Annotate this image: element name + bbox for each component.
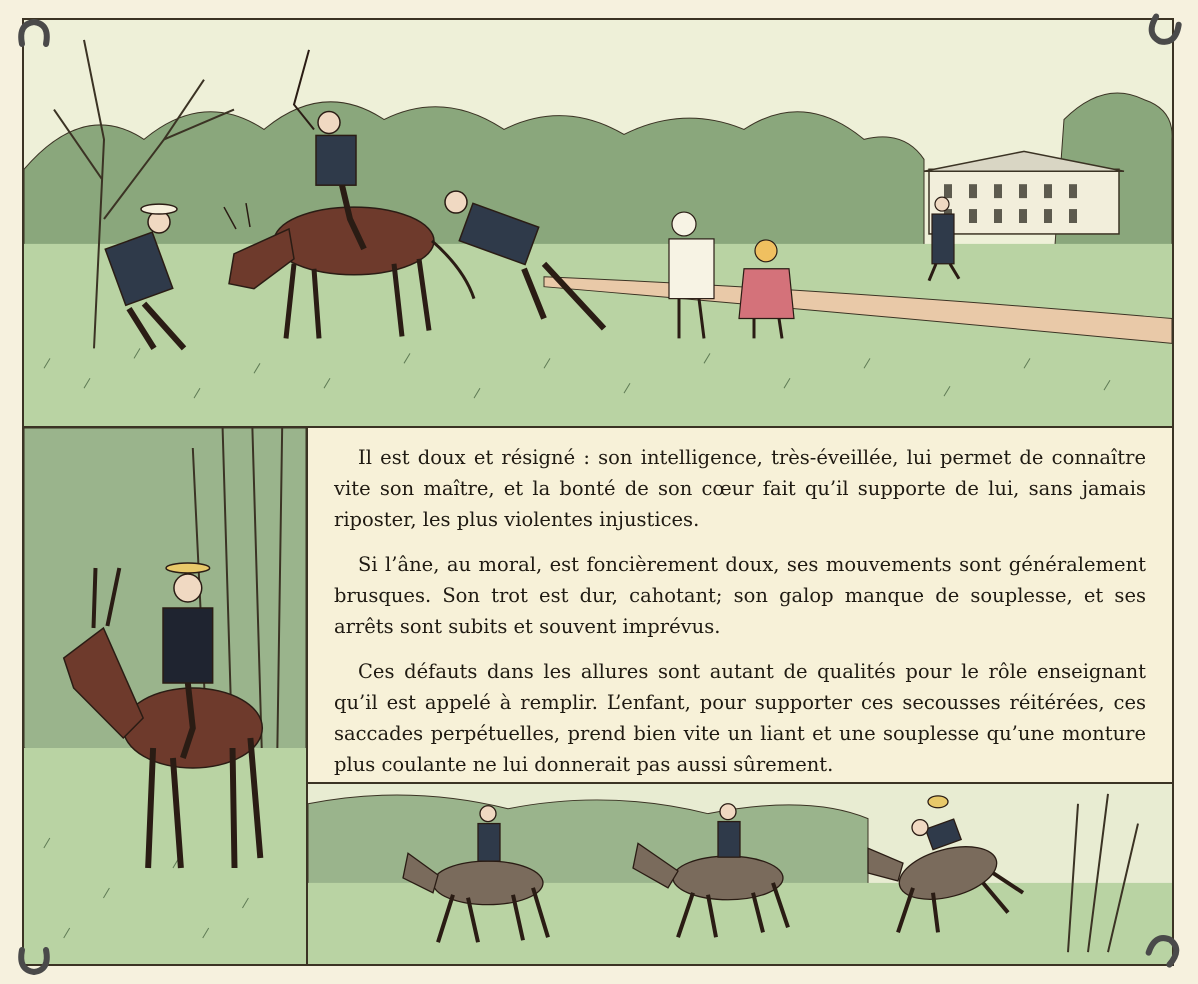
text-block bbox=[308, 428, 1172, 782]
illustration-plate bbox=[22, 18, 1174, 966]
horseshoe-icon bbox=[14, 940, 54, 980]
top-illustration bbox=[24, 20, 1172, 428]
paragraph: Ces défauts dans les allures sont autant de qualités pour le rôle enseignant qu’il est appelé à remplir. L’enfant, pour supporter ces secousses réitérées, ces saccades perpétuelles, prend bien vite un liant et une souplesse qu’une monture plus coulante ne lui donnerait pas aussi sûrement. bbox=[334, 660, 1146, 776]
left-illustration bbox=[24, 428, 308, 964]
horseshoe-icon bbox=[14, 14, 54, 54]
horseshoe-icon bbox=[1144, 930, 1184, 970]
paragraph: Si l’âne, au moral, est foncièrement doux, ses mouvements sont généralement brusques. Son trot est dur, cahotant; son galop manque de souplesse, et ses arrêts sont subits et souvent imprévus. bbox=[334, 553, 1146, 638]
paragraph: Il est doux et résigné : son intelligence, très-éveillée, lui permet de connaître vite son maître, et la bonté de son cœur fait qu’il supporte de lui, sans jamais riposter, les plus violentes injustices. bbox=[334, 446, 1146, 531]
bottom-illustration bbox=[308, 782, 1172, 964]
horseshoe-icon bbox=[1144, 10, 1184, 50]
